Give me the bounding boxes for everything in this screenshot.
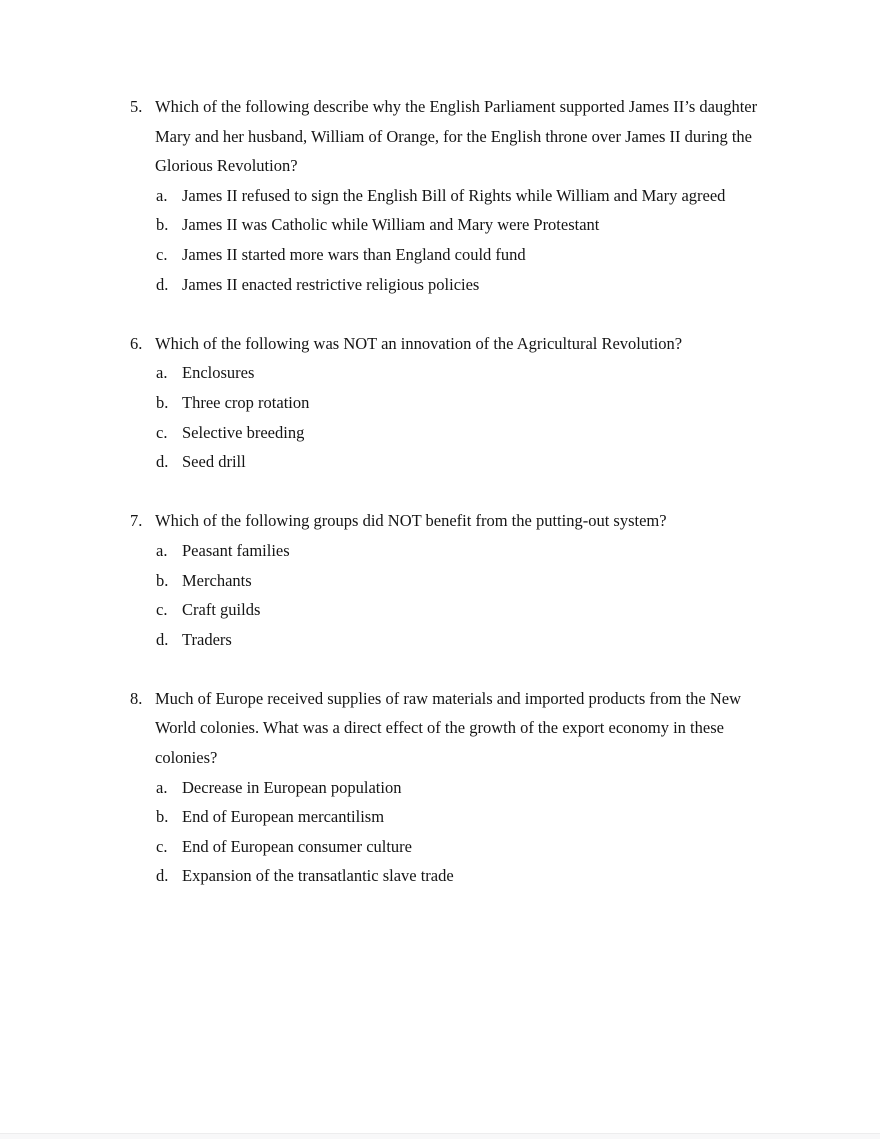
question-text: Which of the following groups did NOT benefit from the putting-out system? bbox=[155, 511, 667, 531]
option-text: End of European mercantilism bbox=[182, 807, 385, 827]
option-letter: d. bbox=[156, 629, 169, 649]
option-text: James II was Catholic while William and Mary were Protestant bbox=[182, 215, 600, 235]
option-row bbox=[156, 536, 776, 566]
question-7 bbox=[130, 506, 776, 654]
question-number: 8. bbox=[130, 688, 143, 708]
option-row bbox=[156, 181, 776, 211]
question-text: Which of the following describe why the English Parliament supported James II’s daughter Mary and her husband, William of Orange, for the English throne over James II during the Glorious Revolution? bbox=[155, 97, 758, 176]
option-letter: d. bbox=[156, 274, 169, 294]
question-6 bbox=[130, 329, 776, 477]
question-number: 7. bbox=[130, 511, 143, 531]
question-text: Much of Europe received supplies of raw materials and imported products from the New World colonies. What was a direct effect of the growth of the export economy in these colonies? bbox=[155, 688, 742, 768]
option-letter: d. bbox=[156, 866, 169, 886]
option-letter: a. bbox=[156, 363, 168, 383]
question-row bbox=[130, 92, 776, 181]
option-text: James II started more wars than England could fund bbox=[182, 244, 526, 264]
option-row bbox=[156, 832, 776, 862]
option-letter: a. bbox=[156, 540, 168, 560]
option-text: Enclosures bbox=[182, 363, 255, 383]
option-text: Traders bbox=[182, 629, 232, 649]
option-text: End of European consumer culture bbox=[182, 836, 413, 856]
option-list bbox=[156, 358, 776, 476]
page-break-edge bbox=[0, 1133, 880, 1139]
question-8 bbox=[130, 684, 776, 891]
option-row bbox=[156, 861, 776, 891]
option-list bbox=[156, 181, 776, 299]
question-5 bbox=[130, 92, 776, 299]
question-number: 6. bbox=[130, 333, 143, 353]
option-letter: b. bbox=[156, 215, 169, 235]
option-text: Selective breeding bbox=[182, 422, 305, 442]
option-row bbox=[156, 358, 776, 388]
option-row bbox=[156, 447, 776, 477]
option-text: Peasant families bbox=[182, 540, 290, 560]
option-letter: c. bbox=[156, 600, 168, 620]
option-row bbox=[156, 595, 776, 625]
option-text: Seed drill bbox=[182, 452, 246, 472]
option-letter: a. bbox=[156, 185, 168, 205]
option-row bbox=[156, 773, 776, 803]
option-letter: b. bbox=[156, 570, 169, 590]
option-list bbox=[156, 536, 776, 654]
option-letter: a. bbox=[156, 777, 168, 797]
option-text: Expansion of the transatlantic slave trade bbox=[182, 866, 454, 886]
option-text: Three crop rotation bbox=[182, 392, 310, 412]
option-text: Craft guilds bbox=[182, 600, 261, 620]
option-row bbox=[156, 240, 776, 270]
option-row bbox=[156, 566, 776, 596]
option-text: James II enacted restrictive religious policies bbox=[182, 274, 480, 294]
option-list bbox=[156, 773, 776, 891]
question-text: Which of the following was NOT an innovation of the Agricultural Revolution? bbox=[155, 333, 683, 353]
option-letter: c. bbox=[156, 836, 168, 856]
option-row bbox=[156, 802, 776, 832]
option-text: Decrease in European population bbox=[182, 777, 402, 797]
option-row bbox=[156, 388, 776, 418]
option-text: James II refused to sign the English Bill of Rights while William and Mary agreed bbox=[182, 185, 726, 205]
option-letter: b. bbox=[156, 392, 169, 412]
option-letter: c. bbox=[156, 244, 168, 264]
question-row bbox=[130, 329, 776, 359]
option-letter: b. bbox=[156, 807, 169, 827]
option-row bbox=[156, 418, 776, 448]
question-row bbox=[130, 684, 776, 773]
option-row bbox=[156, 210, 776, 240]
option-letter: d. bbox=[156, 452, 169, 472]
option-row bbox=[156, 625, 776, 655]
option-text: Merchants bbox=[182, 570, 252, 590]
question-row bbox=[130, 506, 776, 536]
question-number: 5. bbox=[130, 97, 143, 116]
option-row bbox=[156, 270, 776, 300]
option-letter: c. bbox=[156, 422, 168, 442]
